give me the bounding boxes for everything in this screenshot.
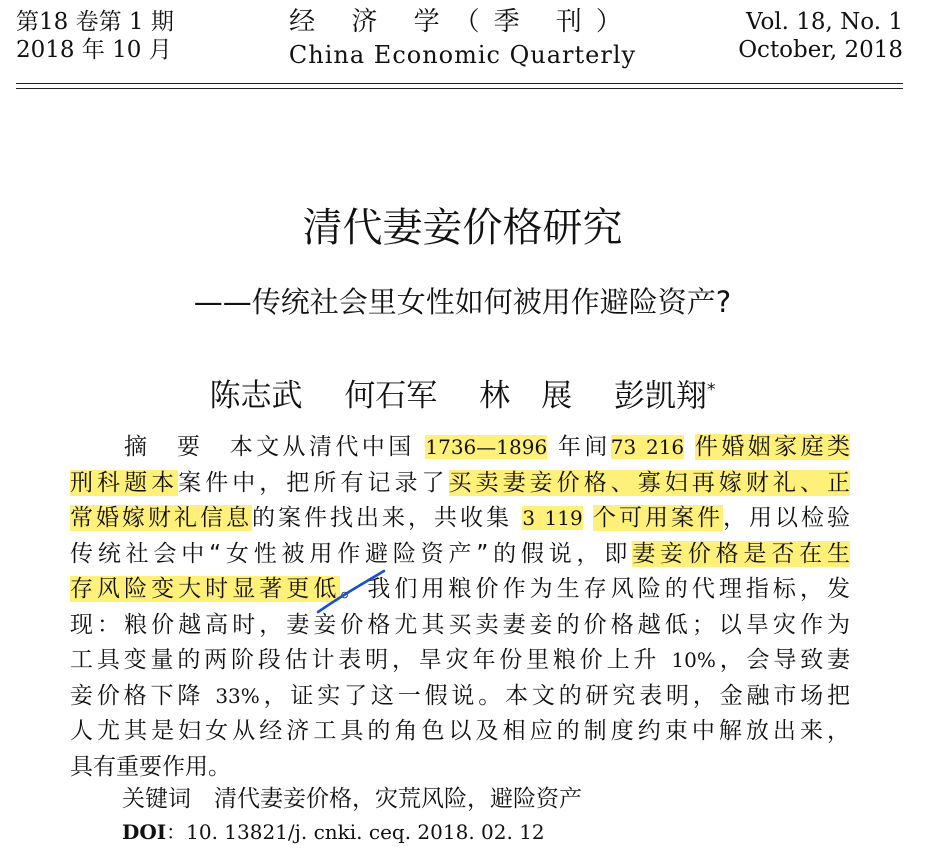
journal-name-cn: 经 济 学（季 刊）	[289, 7, 636, 37]
abstract-line	[70, 572, 850, 608]
abstract-line	[70, 643, 850, 679]
volume-issue-cn: 第18 卷第 1 期	[16, 9, 174, 35]
abstract-line: 具有重要作用。	[70, 753, 231, 780]
highlight-span: 73 216	[610, 435, 685, 459]
paper-title: 清代妻妾价格研究	[302, 205, 623, 251]
corresponding-author-mark: *	[707, 380, 716, 400]
highlight-span: 刑科题本	[70, 469, 179, 496]
abstract	[70, 430, 850, 785]
abstract-text: ，用以检验	[723, 505, 851, 531]
abstract-line	[70, 430, 850, 466]
abstract-number: 10%	[671, 648, 716, 672]
keywords	[122, 782, 582, 816]
doi-label: DOI	[122, 820, 167, 844]
author-name-text: 彭凯翔	[614, 378, 708, 415]
highlight-span: 个可用案件	[593, 505, 724, 531]
abstract-text: 案件中，把所有记录了	[178, 469, 449, 496]
abstract-text: 。我们用粮价作为生存风险的代理指标，发	[340, 576, 851, 602]
header-rule-top	[16, 83, 903, 84]
abstract-text: 本文从清代中国	[229, 434, 415, 460]
abstract-text: 传统社会中“女性被用作避险资产”的假说，即	[70, 540, 633, 567]
date-en: October, 2018	[738, 37, 903, 63]
keywords-label: 关键词	[122, 786, 191, 812]
abstract-line: 现：粮价越高时，妻妾价格尤其买卖妻妾的价格越低；以旱灾作为	[70, 611, 850, 638]
abstract-number: 33%	[215, 683, 260, 708]
author-name: 陈志武	[209, 378, 303, 415]
abstract-text: ，证实了这一假说。本文的研究表明，金融市场把	[259, 682, 851, 709]
abstract-line	[70, 679, 850, 715]
author-list	[0, 367, 925, 419]
volume-issue-en: Vol. 18, No. 1	[745, 9, 903, 35]
doi-value: ：10. 13821/j. cnki. ceq. 2018. 02. 12	[166, 820, 545, 844]
abstract-line	[70, 501, 850, 537]
highlight-span: 3 119	[522, 506, 583, 530]
abstract-line	[70, 537, 850, 573]
abstract-text: 工具变量的两阶段估计表明，旱灾年份里粮价上升	[70, 647, 661, 673]
doi	[122, 817, 545, 847]
highlight-span: 妻妾价格是否在生	[632, 540, 850, 567]
author-name	[614, 367, 716, 419]
abstract-text: 的案件找出来，共收集	[252, 505, 513, 531]
abstract-text: 妾价格下降	[70, 682, 205, 709]
abstract-line: 人尤其是妇女从经济工具的角色以及相应的制度约束中解放出来，	[70, 718, 850, 744]
author-name: 林 展	[479, 378, 573, 415]
header-rule-bottom	[16, 88, 903, 89]
keywords-text: 清代妻妾价格，灾荒风险，避险资产	[214, 786, 582, 812]
journal-name-en: China Economic Quarterly	[288, 41, 637, 69]
highlight-span: 1736—1896	[425, 435, 548, 459]
highlight-span: 件婚姻家庭类	[694, 434, 850, 460]
date-cn: 2018 年 10 月	[16, 37, 172, 63]
abstract-label: 摘 要	[124, 434, 204, 460]
author-name: 何石军	[344, 378, 438, 415]
paper-subtitle: ——传统社会里女性如何被用作避险资产?	[193, 285, 732, 319]
highlight-span: 买卖妻妾价格、寡妇再嫁财礼、正	[448, 469, 851, 496]
abstract-text: ，会导致妻	[715, 647, 851, 673]
highlight-span: 存风险变大时显著更低	[70, 576, 341, 602]
header-right	[738, 8, 903, 64]
abstract-text: 年间	[557, 434, 611, 460]
highlight-span: 常婚嫁财礼信息	[70, 505, 253, 531]
abstract-line	[70, 466, 850, 502]
